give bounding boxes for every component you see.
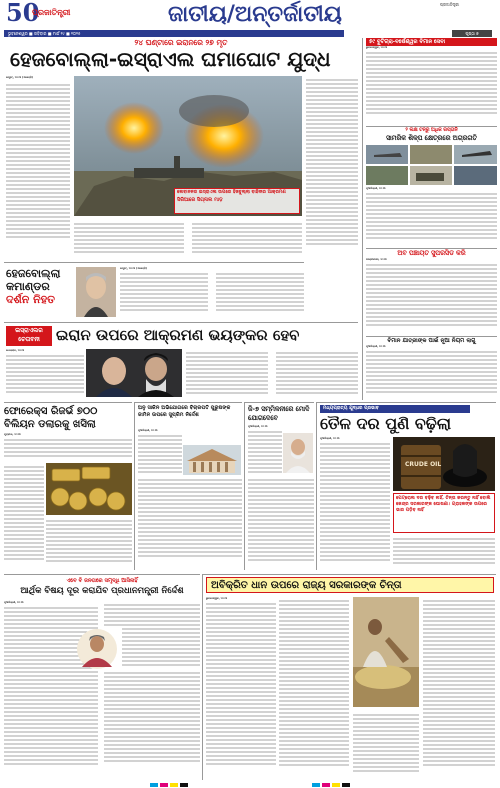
leaders-image [86,349,182,397]
g7-headline-1: ଜି-୭ ସମ୍ମିଳନୀରେ ମୋଦି [248,405,310,413]
page-number: ପୃଷ୍ଠା ୭ [452,30,492,37]
farmer-grain-image [353,597,419,707]
text-lines [366,261,497,331]
commander-body [120,267,304,317]
text-lines [138,476,242,564]
lead-body-col3 [306,76,358,256]
text-lines [279,597,349,775]
text-lines [46,517,132,565]
right-top-dateline: ଭୁବନେଶ୍ୱର, ୨୦।୩ [366,46,388,49]
g7-headline-2: ଯୋଗଦେବେ [248,414,278,422]
forces-headline: ସାମରିକ ଶିଳ୍ପ କ୍ଷେତ୍ରରେ ଅଗ୍ରଗତି [386,134,477,142]
iran-tag-1: ଇସ୍ରାଏଲର [15,327,43,334]
commander-headline-box [6,267,74,317]
right-column [362,38,496,400]
iran-attack-story [4,322,358,400]
text-lines [6,79,70,249]
harvest-dateline: ଭୁବନେଶ୍ୱର, ୨୦।୩ [206,597,228,600]
harvest-body-3 [423,597,495,777]
iran-tag [6,326,52,346]
forex-body-top [4,433,132,463]
iran-dateline: ତେହେରାନ, ୨୦।୩ [6,349,25,352]
text-lines [186,349,358,397]
color-bar [0,782,500,788]
finance-kicker: ଏବେ ବି ଜନତାରେ ସମୃଦ୍ଧି ଆସିନାହିଁ [66,578,138,584]
harvest-body-4 [353,711,419,777]
oil-dateline: ନୂଆଦିଲ୍ଲୀ, ୨୦।୩ [320,437,340,440]
oil-story [316,402,496,570]
forex-body-right [46,517,132,565]
harvest-body-2 [279,597,349,777]
text-lines [306,76,358,254]
gujarat-dateline: ଗାନ୍ଧୀନଗର, ୨୦।୩ [366,258,387,261]
text-lines [366,49,497,119]
forex-headline-2: ବିଲିୟନ ଡଲାରକୁ ଖସିଲା [4,419,96,430]
anniversary-number: 50 [6,0,40,27]
flights-dateline: ନୂଆଦିଲ୍ଲୀ, ୨୦।୩ [366,345,386,348]
forces-story [366,126,497,246]
forces-body [366,187,497,245]
oil-photo [393,437,495,491]
right-top-body [366,46,497,119]
registration-strip [0,782,500,788]
text-lines [74,220,302,256]
masthead [0,0,500,38]
commander-dateline: ବେରୁଟ୍, ୨୦।୩ (ଏଜେନ୍ସି) [120,267,147,270]
text-lines [6,352,84,396]
finance-dateline: ନୂଆଦିଲ୍ଲୀ, ୨୦।୩ [4,601,24,604]
lead-body-col2 [74,220,302,256]
paper-name: ପ୍ରଜାତିନ୍ତ୍ରୀ [32,8,71,17]
date-line: ଭୁବନେଶ୍ୱର ■ ରବିବାର ■ ମାର୍ଚ୍ଚ ୧୯ ■ ୨୦୨୫ [4,30,344,37]
forex-story [4,402,132,570]
oil-body-left [320,437,390,567]
text-lines [366,348,497,396]
iran-photo [86,349,182,397]
lead-kicker: ୨୪ ଘଣ୍ଟାରେ ଇରାନରେ ୨୭ ମୃତ [134,38,228,47]
text-lines [423,597,495,775]
photo-caption-2: ସିରିଆରେ ସିଗ୍ନାଲ ମାଡ଼ [177,197,223,203]
gujarat-story [366,248,497,334]
iran-tag-2: ଚେତାବନୀ [18,336,40,343]
forex-body-left [4,463,44,563]
gujarat-body [366,258,497,331]
iran-body-left [6,349,84,399]
forex-dateline: ମୁମ୍ବାଇ, ୨୦।୩ [4,433,21,436]
lead-body-col1 [6,76,70,256]
text-lines [248,476,314,564]
right-top-headline: ୫୯ ବୁଟିଗ୍ରା-ବର୍ଷେଶ୍ୱର ବିମାନ ସେବା [366,38,497,46]
flights-story [366,336,497,398]
gujarat-headline: ଅବ ପଞ୍ଚାୟତ ସୁପରସିଡ କରି [397,249,466,257]
text-lines [4,463,44,563]
photo-caption: ଲେବାନନର ଇସ୍ରାଏଲ ଉପରେ ହିଜବୁଲ୍ଲା ବାହିନୀର ଆକ୍ରମଣ [177,190,286,195]
oil-headline: ତୈଳ ଦର ପୁଣି ବଢ଼ିଲା [320,414,452,433]
oil-highlight: ପେଟ୍ରୋଲ ଦର ବଢ଼ିବ ନାହିଁ, ଚିନ୍ତା କରନ୍ତୁ ନାହିଁ ବୋଲି କେନ୍ଦ୍ର ସରକାରଙ୍କ ଘୋଷଣା। ଗ୍ରାହକଙ୍କ ଉପରେ ଭାର ପଡ଼ିବ ନାହିଁ [393,493,495,533]
court-headline: ଅନୁ ସାକିନ ଅଭିଯୋଗରେ ବିଚାରପତି ପୁରୁଷଙ୍କ ଜାମିନ ଉପରେ ସୁପ୍ରିମ ନିର୍ଦ୍ଦେଶ [138,405,231,418]
text-lines [206,600,276,774]
lead-story [4,38,358,260]
text-lines [320,440,390,566]
text-lines [353,711,419,777]
finance-headline: ଆର୍ଥିକ ବିଷୟ ଦୂର କରାଯିବ ପ୍ରଧାନମନ୍ତ୍ରୀ ନିର୍ଦ୍ଦେଶ [20,586,184,596]
finance-story [4,574,200,780]
harvest-story [202,574,496,780]
text-lines [393,535,495,569]
commander-photo [76,267,116,317]
gold-coins-image [46,463,132,515]
harvest-headline: ଅବିକ୍ରିତ ଧାନ ଉପରେ ରାଜ୍ୟ ସରକାରଙ୍କ ଚିନ୍ତା [206,577,494,593]
text-lines [248,428,282,476]
g7-story [244,402,314,570]
forces-dateline: ନୂଆଦିଲ୍ଲୀ, ୨୦।୩ [366,187,386,190]
harvest-photo [353,597,419,707]
forces-photos [366,145,497,185]
court-body [138,429,242,569]
top-right-label: ପ୍ରଜାତିନ୍ତ୍ରୀ [440,2,460,7]
commander-headline-1: ହେଜବୋଲ୍ଲା [6,267,61,280]
g7-dateline: ନୂଆଦିଲ୍ଲୀ, ୨୦।୩ [248,425,268,428]
text-lines [366,190,497,242]
court-dateline: ନୂଆଦିଲ୍ଲୀ, ୨୦।୩ [138,429,158,432]
commander-headline-2: କମାଣ୍ଡର [6,280,50,293]
text-lines [138,432,182,476]
right-top-story [366,38,497,124]
commander-headline-3: ଦର୍ଶନ ନିହତ [6,293,55,306]
commander-story [4,262,304,320]
flights-headline: ବିମାନ ଯାତ୍ରୀଙ୍କ ପାଇଁ ନୂଆ ନିୟମ ଲାଗୁ [387,338,476,344]
photo-caption-box [174,188,300,214]
forex-photo [46,463,132,515]
lead-dateline: ବେରୁଟ୍, ୨୦।୩ (ଏଜେନ୍ସି) [6,76,33,79]
harvest-body-1 [206,597,276,777]
page-title: ଜାତୀୟ/ଅନ୍ତର୍ଜାତୀୟ [168,2,342,27]
finance-body-2 [104,601,200,777]
forces-kicker: ୨ ଲକ୍ଷ ଟନ୍‌ରୁ ଅଧିକ ରପ୍ତାନି [405,128,458,133]
lead-photo [74,76,302,216]
text-lines [104,601,200,775]
text-lines [4,436,132,462]
court-story [134,402,242,570]
iran-body-right [186,349,358,399]
portrait-image [76,267,116,317]
oil-photo-label: CRUDE OIL [405,461,442,468]
anniversary-logo [6,0,71,27]
oil-body-right [393,535,495,569]
text-lines [120,270,304,314]
g7-body [248,425,314,569]
forex-headline-1: ଫୋରେକ୍ସ ରିଜର୍ଭ ୭୦୦ [4,406,98,417]
lead-headline: ହେଜବୋଲ୍ଲା-ଇସ୍ରାଏଲ ଘମାଘୋଟ ଯୁଦ୍ଧ [10,47,331,71]
oil-kicker: ମଧ୍ୟପ୍ରାଚ୍ୟ ଯୁଦ୍ଧର ପ୍ରଭାବ [320,405,470,413]
iran-headline: ଇରାନ ଉପରେ ଆକ୍ରମଣ ଭୟଙ୍କର ହେବ [56,326,300,344]
military-images [366,145,497,185]
flights-body [366,345,497,396]
